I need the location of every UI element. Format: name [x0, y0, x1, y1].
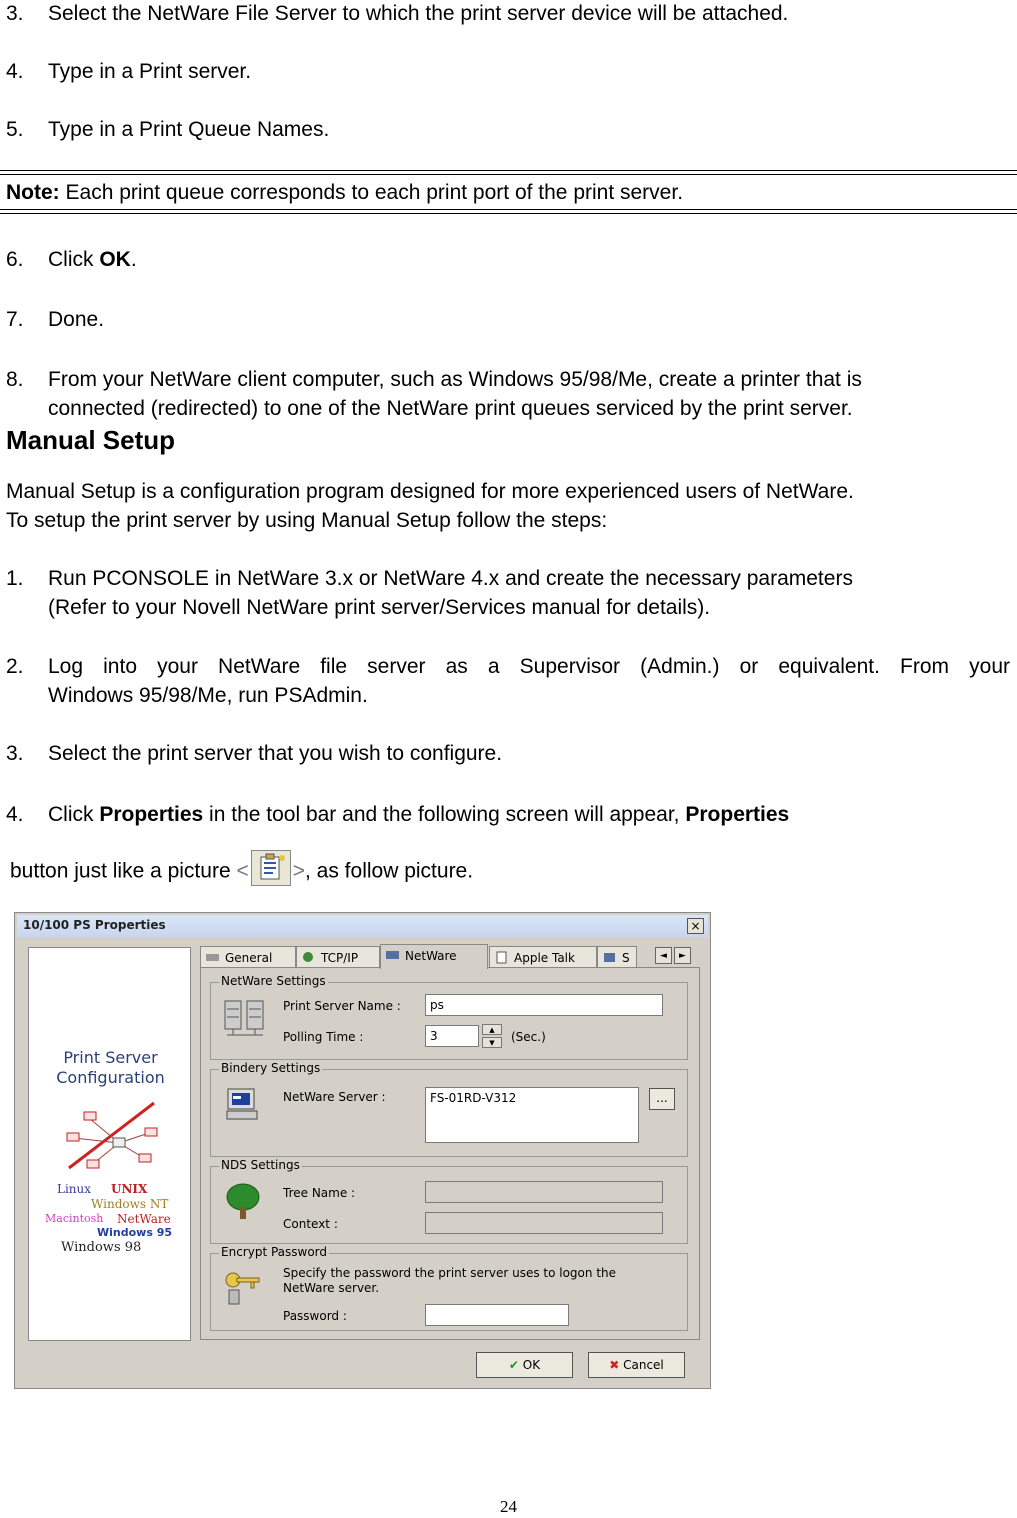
- properties-dialog: [14, 912, 711, 1389]
- step4-mid: in the tool bar and the following screen will appear,: [203, 803, 686, 826]
- manual-step-3-number: 3.: [6, 742, 24, 765]
- os-netware: NetWare: [117, 1212, 171, 1226]
- tab-tcpip[interactable]: [296, 946, 380, 968]
- dialog-title: 10/100 PS Properties: [23, 918, 166, 932]
- step-6-post: .: [130, 248, 137, 271]
- spin-down-button[interactable]: ▼: [482, 1037, 502, 1048]
- step4-line2-pre: button just like a picture: [10, 859, 237, 883]
- password-label: Password :: [283, 1309, 347, 1323]
- appletalk-icon: [494, 951, 509, 964]
- side-panel: [28, 947, 191, 1341]
- step4-bold-1: Properties: [99, 803, 204, 826]
- page-number: 24: [500, 1497, 517, 1516]
- manual-step-1-line-2: (Refer to your Novell NetWare print server/Services manual for details).: [48, 596, 711, 619]
- os-macintosh: Macintosh: [45, 1212, 104, 1225]
- step-6-pre: Click: [48, 248, 100, 271]
- intro-line-1: Manual Setup is a configuration program designed for more experienced users of NetWare.: [6, 480, 854, 503]
- context-label: Context :: [283, 1217, 338, 1231]
- os-windows-nt: Windows NT: [91, 1197, 169, 1211]
- note-label: Note:: [6, 181, 60, 204]
- side-title-line-2: Configuration: [56, 1068, 165, 1087]
- cancel-label: Cancel: [623, 1358, 664, 1372]
- dialog-titlebar: [17, 915, 708, 937]
- tab-scroll-right-button[interactable]: ►: [674, 947, 691, 964]
- step-4-text: Type in a Print server.: [48, 60, 252, 83]
- note-rule-top-2: [0, 174, 1017, 175]
- ok-check-icon: ✔: [508, 1358, 519, 1372]
- manual-step-2-line-1: Log into your NetWare file server as a Supervisor (Admin.) or equivalent. From your: [48, 655, 1010, 678]
- step4-bold-2: Properties: [685, 803, 790, 826]
- netware-server-list[interactable]: FS-01RD-V312: [425, 1087, 639, 1143]
- cancel-x-icon: ✖: [609, 1358, 620, 1372]
- tab-strip: [200, 944, 700, 968]
- tab-tcpip-label: TCP/IP: [321, 951, 359, 965]
- manual-step-3-text: Select the print server that you wish to configure.: [48, 742, 503, 765]
- note-text: Each print queue corresponds to each print port of the print server.: [59, 181, 684, 204]
- side-title-line-1: Print Server: [63, 1048, 158, 1067]
- step-4-number: 4.: [6, 60, 24, 83]
- encrypt-desc-line-1: Specify the password the print server uses to logon the: [283, 1266, 617, 1280]
- step-6-number: 6.: [6, 248, 24, 271]
- step-5-number: 5.: [6, 118, 24, 141]
- nds-settings-group: [210, 1158, 688, 1244]
- netware-panel: [200, 967, 700, 1340]
- context-input[interactable]: [425, 1212, 663, 1234]
- manual-step-4-number: 4.: [6, 803, 24, 826]
- polling-label: Polling Time :: [283, 1030, 364, 1044]
- polling-stepper[interactable]: [482, 1024, 502, 1048]
- step4-line2-post: , as follow picture.: [305, 859, 474, 883]
- os-linux: Linux: [57, 1182, 92, 1196]
- tab-scroll-left-button[interactable]: ◄: [655, 947, 672, 964]
- manual-step-4-line-1: [48, 801, 789, 829]
- side-title: [29, 1048, 192, 1088]
- encrypt-desc-line-2: NetWare server.: [283, 1281, 380, 1295]
- tab-snmp-label: S: [622, 951, 630, 965]
- close-button[interactable]: ×: [687, 918, 704, 934]
- step4-gt: >: [292, 859, 305, 883]
- step-7-text: Done.: [48, 308, 105, 331]
- tab-netware-label: NetWare: [405, 949, 457, 963]
- step-8-line-2: connected (redirected) to one of the NetWare print queues serviced by the print server.: [48, 397, 853, 420]
- ok-label: OK: [522, 1358, 541, 1372]
- netware-server-label: NetWare Server :: [283, 1090, 386, 1104]
- spin-up-button[interactable]: ▲: [482, 1024, 502, 1035]
- ps-name-label: Print Server Name :: [283, 999, 401, 1013]
- password-input[interactable]: [425, 1304, 569, 1326]
- intro-line-2: To setup the print server by using Manual Setup follow the steps:: [6, 509, 608, 532]
- note-rule-top-1: [0, 170, 1017, 171]
- properties-icon: [251, 850, 291, 886]
- general-icon: [205, 951, 220, 964]
- network-diagram-icon: [59, 1098, 169, 1178]
- tree-icon: [225, 1181, 261, 1221]
- key-icon: [223, 1268, 263, 1308]
- manual-step-4-line-2: [10, 854, 473, 890]
- step-5-text: Type in a Print Queue Names.: [48, 118, 330, 141]
- manual-step-1-line-1: Run PCONSOLE in NetWare 3.x or NetWare 4.x and create the necessary parameters: [48, 567, 853, 590]
- os-windows-98: Windows 98: [61, 1240, 142, 1255]
- tab-appletalk-label: Apple Talk: [514, 951, 575, 965]
- browse-button[interactable]: ...: [649, 1088, 675, 1110]
- cancel-button[interactable]: [588, 1352, 685, 1378]
- step-8-line-1: From your NetWare client computer, such as Windows 95/98/Me, create a printer that is: [48, 368, 862, 391]
- manual-step-2-line-2: Windows 95/98/Me, run PSAdmin.: [48, 684, 368, 707]
- tree-name-label: Tree Name :: [283, 1186, 356, 1200]
- computer-icon: [225, 1086, 261, 1124]
- manual-step-1-number: 1.: [6, 567, 24, 590]
- netware-settings-label: NetWare Settings: [221, 974, 326, 988]
- server-icon: [223, 997, 267, 1037]
- netware-icon: [385, 949, 400, 962]
- step4-pre: Click: [48, 803, 100, 826]
- bindery-settings-group: [210, 1061, 688, 1157]
- section-heading: Manual Setup: [6, 425, 176, 455]
- step-3-number: 3.: [6, 2, 24, 25]
- step-6-bold: OK: [99, 248, 131, 271]
- step-7-number: 7.: [6, 308, 24, 331]
- step-6-text: [48, 246, 137, 274]
- step-8-number: 8.: [6, 368, 24, 391]
- encrypt-password-group: [210, 1245, 688, 1331]
- snmp-icon: [602, 951, 617, 964]
- note: [6, 179, 683, 207]
- tab-snmp[interactable]: [597, 946, 637, 968]
- os-unix: UNIX: [111, 1182, 148, 1196]
- tab-netware[interactable]: [380, 944, 488, 969]
- ps-name-input[interactable]: ps: [425, 994, 663, 1016]
- netware-settings-group: [210, 974, 688, 1060]
- bindery-settings-label: Bindery Settings: [221, 1061, 321, 1075]
- tab-general[interactable]: [200, 946, 296, 968]
- tree-name-input[interactable]: [425, 1181, 663, 1203]
- step-3-text: Select the NetWare File Server to which the print server device will be attached.: [48, 2, 789, 25]
- os-windows-95: Windows 95: [97, 1226, 173, 1239]
- note-rule-bottom-1: [0, 209, 1017, 210]
- encrypt-password-label: Encrypt Password: [221, 1245, 328, 1259]
- sec-label: (Sec.): [511, 1030, 546, 1044]
- tab-general-label: General: [225, 951, 273, 965]
- polling-input[interactable]: 3: [425, 1025, 479, 1047]
- ok-button[interactable]: [476, 1352, 573, 1378]
- nds-settings-label: NDS Settings: [221, 1158, 300, 1172]
- tcpip-icon: [301, 951, 316, 964]
- note-rule-bottom-2: [0, 213, 1017, 214]
- tab-appletalk[interactable]: [489, 946, 597, 968]
- step4-lt: <: [236, 859, 249, 883]
- manual-step-2-number: 2.: [6, 655, 24, 678]
